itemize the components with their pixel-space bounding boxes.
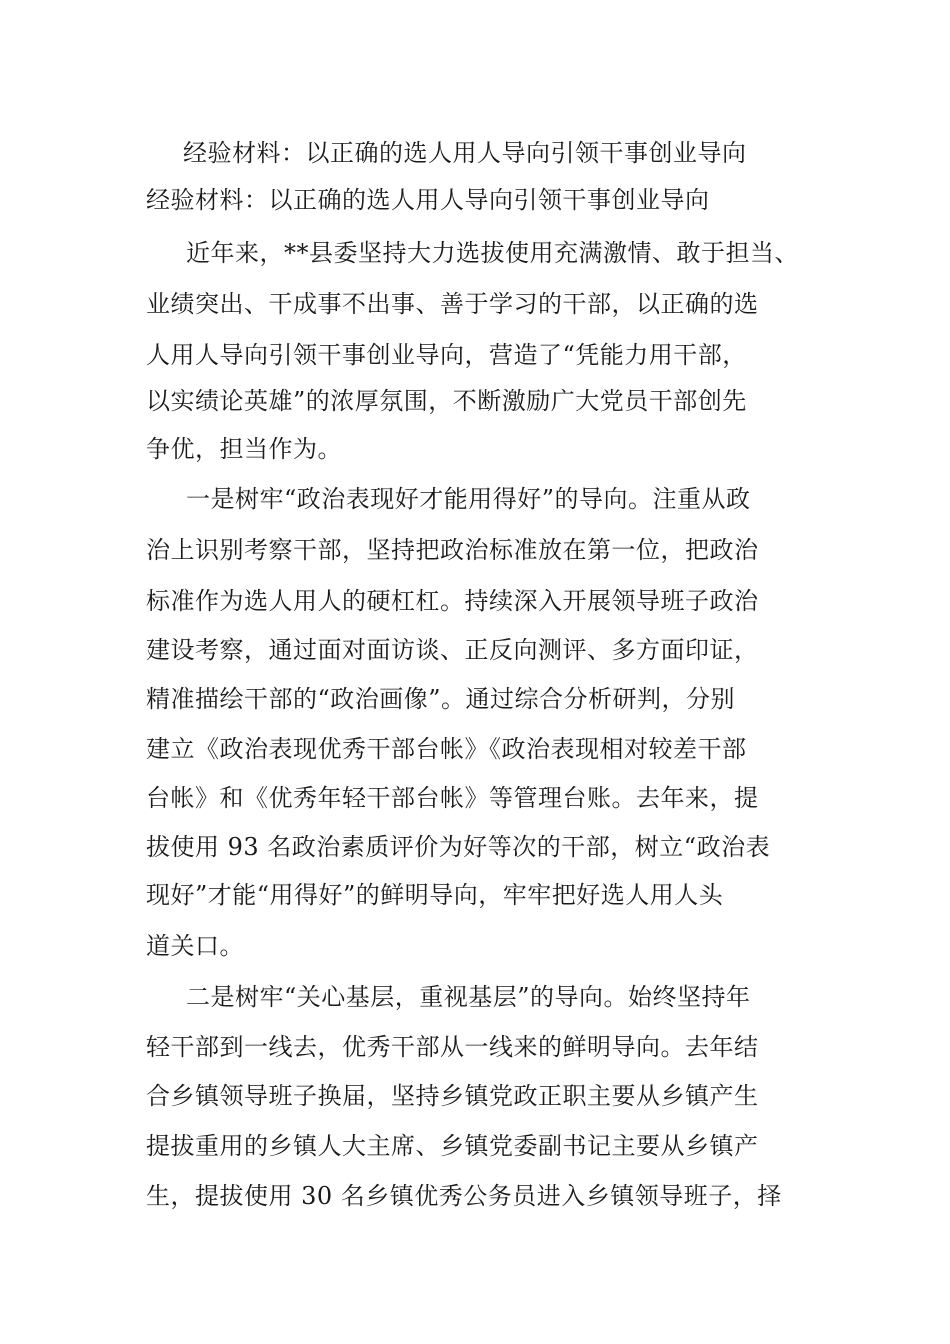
body-line-15: 道关口。 [146, 932, 244, 960]
body-line-17: 轻干部到一线去，优秀干部从一线来的鲜明导向。去年结 [146, 1033, 759, 1061]
body-line-18: 合乡镇领导班子换届，坚持乡镇党政正职主要从乡镇产生 [146, 1082, 759, 1110]
body-line-10: 精准描绘干部的“政治画像”。通过综合分析研判，分别 [146, 685, 736, 713]
body-line-13: 拔使用 93 名政治素质评价为好等次的干部，树立“政治表 [146, 833, 771, 861]
body-line-16: 二是树牢“关心基层，重视基层”的导向。始终坚持年 [186, 983, 751, 1011]
body-line-12: 台帐》和《优秀年轻干部台帐》等管理台账。去年来，提 [146, 784, 759, 812]
body-line-1: 近年来，**县委坚持大力选拔使用充满激情、敢于担当、 [186, 239, 799, 267]
body-line-11: 建立《政治表现优秀干部台帐》《政治表现相对较差干部 [146, 735, 747, 763]
body-line-5: 争优，担当作为。 [146, 435, 342, 463]
body-line-9: 建设考察，通过面对面访谈、正反向测评、多方面印证， [146, 636, 759, 664]
body-line-20: 生，提拔使用 30 名乡镇优秀公务员进入乡镇领导班子，择 [146, 1182, 782, 1210]
body-line-3: 人用人导向引领干事创业导向，营造了“凭能力用干部， [146, 341, 747, 369]
body-line-8: 标准作为选人用人的硬杠杠。持续深入开展领导班子政治 [146, 587, 759, 615]
body-line-6: 一是树牢“政治表现好才能用得好”的导向。注重从政 [186, 485, 751, 513]
body-line-19: 提拔重用的乡镇人大主席、乡镇党委副书记主要从乡镇产 [146, 1132, 759, 1160]
document-title: 经验材料：以正确的选人用人导向引领干事创业导向 [183, 139, 747, 167]
body-line-4: 以实绩论英雄”的浓厚氛围，不断激励广大党员干部创先 [146, 387, 747, 415]
body-line-14: 现好”才能“用得好”的鲜明导向，牢牢把好选人用人头 [146, 881, 724, 909]
body-line-7: 治上识别考察干部，坚持把政治标准放在第一位，把政治 [146, 536, 759, 564]
body-line-2: 业绩突出、干成事不出事、善于学习的干部，以正确的选 [146, 290, 759, 318]
document-title-repeat: 经验材料：以正确的选人用人导向引领干事创业导向 [146, 186, 710, 214]
